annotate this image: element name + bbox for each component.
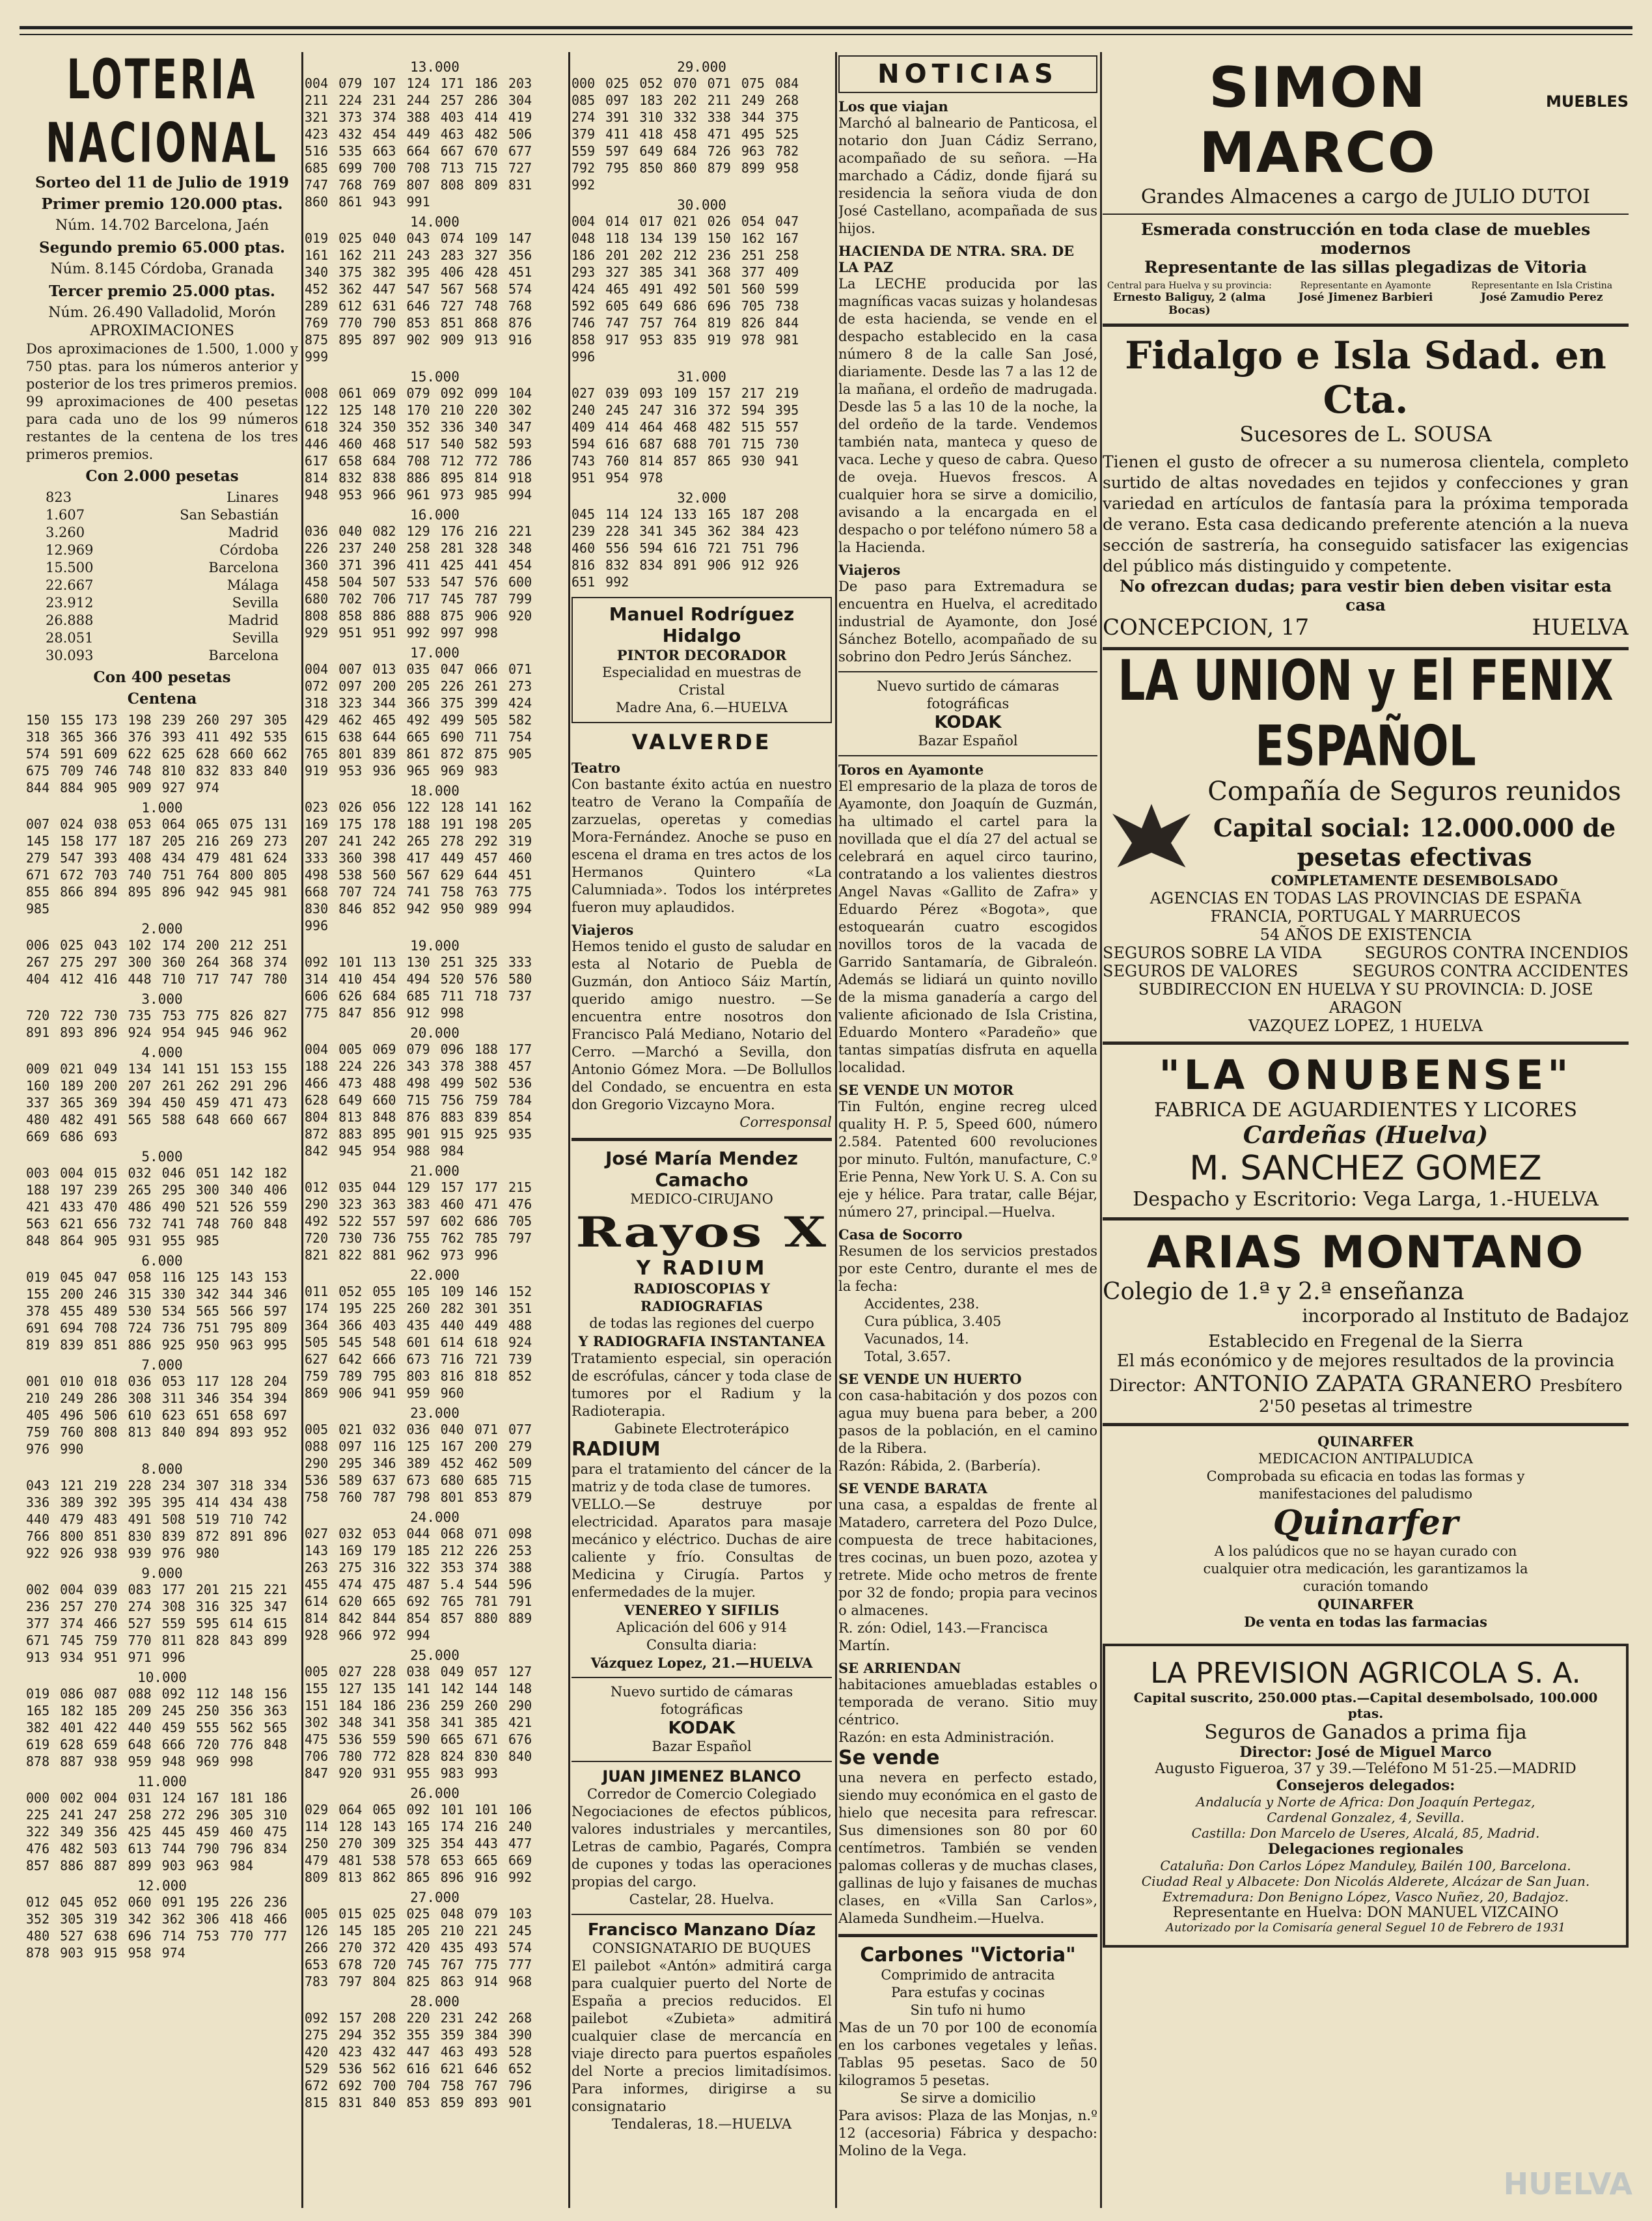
ad-line: Y RADIOGRAFIA INSTANTANEA <box>578 1333 825 1349</box>
onubense-name: M. SANCHEZ GOMEZ <box>1189 1149 1542 1188</box>
prize-number: 30.093 <box>46 648 94 663</box>
prevision-address: Augusto Figueroa, 37 y 39.—Teléfono M 51-25.—MADRID <box>1155 1761 1576 1777</box>
ad-line: de todas las regiones del cuerpo <box>589 1316 814 1331</box>
thousand-heading: 25.000 <box>410 1648 460 1663</box>
number-list: 007 024 038 053 064 065 075 131 145 158 177 187 205 216 269 273 279 547 393 408 434 479 481 624 671 672 703 740 751 764 800 805 855 866 894 895 896 942 945 981 985 <box>26 816 288 917</box>
fidalgo-address-row <box>1103 614 1629 641</box>
column-divider <box>1100 52 1102 2208</box>
first-prize: Primer premio 120.000 ptas. <box>41 195 283 213</box>
ads-column-left <box>571 55 832 2133</box>
prevision-sub: Seguros de Ganados a prima fija <box>1204 1721 1527 1744</box>
ad-text: VELLO.—Se destruye por electricidad. Aparatos para masaje mecánico y eléctrico. Duchas de aire caliente y frío. Consultas de Medicina y Cirugía. Partos y enfermedades de la mujer. <box>571 1497 832 1600</box>
simon-sub: Grandes Almacenes a cargo de JULIO DUTOI <box>1140 186 1591 208</box>
thousand-heading: 20.000 <box>410 1025 460 1041</box>
number-list: 012 035 044 129 157 177 215 290 323 363 383 460 471 476 492 522 557 597 602 686 705 720 730 736 755 762 785 797 821 822 881 962 973 996 <box>305 1179 532 1263</box>
number-list: 012 045 052 060 091 195 226 236 352 305 319 342 362 306 418 466 480 527 638 696 714 753 770 777 878 903 915 958 974 <box>26 1894 288 1961</box>
onubense-place: Cardeñas (Huelva) <box>1243 1122 1489 1149</box>
rep-name: José Jimenez Barbieri <box>1298 291 1433 304</box>
number-list: 011 052 055 105 109 146 152 174 195 225 260 282 301 351 364 366 403 435 440 449 488 505 545 548 601 614 618 924 627 642 666 673 716 721 739 759 789 795 803 816 818 852 869 906 941 959 960 <box>305 1284 532 1401</box>
ad-address: Razón: Rábida, 2. (Barbería). <box>838 1458 1041 1474</box>
quinarfer-head: QUINARFER <box>1317 1433 1414 1450</box>
number-list: 004 014 017 021 026 054 047 048 118 134 139 150 162 167 186 201 202 212 236 251 258 293 327 385 341 368 377 409 424 465 491 492 501 560 599 592 605 649 686 696 705 738 746 747 757 764 819 826 844 858 917 953 835 919 978 981 996 <box>571 214 799 365</box>
table-row <box>26 629 298 647</box>
table-row <box>26 647 298 665</box>
column-divider <box>568 52 570 2208</box>
number-list: 009 021 049 134 141 151 153 155 160 189 200 207 261 262 291 296 337 365 369 394 450 459 471 473 480 482 491 565 588 648 660 667 669 686 693 <box>26 1061 288 1144</box>
number-list: 045 114 124 133 165 187 208 239 228 341 345 362 384 423 460 556 594 616 721 751 796 816 832 834 891 906 912 926 651 992 <box>571 506 799 590</box>
consignee-name: Francisco Manzano Díaz <box>587 1920 816 1940</box>
rep-name: Ernesto Baliguy, 2 (alma Bocas) <box>1112 291 1266 317</box>
prize-city: Barcelona <box>208 648 279 663</box>
divider <box>571 1677 832 1678</box>
divider <box>838 755 1097 756</box>
section-title: SE VENDE UN MOTOR <box>838 1082 1014 1098</box>
thousand-heading: 5.000 <box>141 1149 183 1165</box>
thousand-heading: 1.000 <box>141 800 183 816</box>
ad-name: Manuel Rodríguez Hidalgo <box>609 603 795 646</box>
onubense-address: Despacho y Escritorio: Vega Larga, 1.-HUELVA <box>1133 1188 1599 1211</box>
third-prize: Tercer premio 25.000 ptas. <box>49 283 275 300</box>
thousand-heading: 13.000 <box>410 59 460 75</box>
ad-address: R. zón: Odiel, 143.—Francisca Martín. <box>838 1620 1048 1653</box>
section-title: SE VENDE BARATA <box>838 1480 987 1497</box>
number-list: 008 061 069 079 092 099 104 122 125 148 170 210 220 302 618 324 350 352 336 340 347 446 460 468 517 540 582 593 617 658 684 708 712 772 786 814 832 838 886 895 814 918 948 953 966 961 973 985 994 <box>305 385 532 503</box>
ad-address: Castelar, 28. Huelva. <box>629 1892 775 1907</box>
number-list: 019 045 047 058 116 125 143 153 155 200 246 315 330 342 344 346 378 455 489 530 534 565 566 597 691 694 708 724 736 751 795 809 819 839 851 886 925 950 963 995 <box>26 1269 288 1353</box>
prevision-line: Ciudad Real y Albacete: Don Nicolás Alderete, Alcázar de San Juan. <box>1141 1873 1590 1889</box>
prevision-capital: Capital suscrito, 250.000 ptas.—Capital desembolsado, 100.000 ptas. <box>1133 1690 1598 1721</box>
article-text: una nevera en perfecto estado, siendo muy económica en el gasto de hielo que necesita para refrescar. Sus dimensiones son 80 por 60 centímetros. También se venden palomas colleras y de muchas clases, gallinas de lujo y faisanes de muchas clases, en «Villa San Carlos», Alameda Sundheim.—Huelva. <box>838 1770 1097 1926</box>
union-line: FRANCIA, PORTUGAL Y MARRUECOS <box>1210 907 1521 926</box>
thousand-heading: 6.000 <box>141 1253 183 1269</box>
ad-text: para el tratamiento del cáncer de la matriz y de toda clase de tumores. <box>571 1461 832 1495</box>
number-list: 006 025 043 102 174 200 212 251 267 275 297 300 360 264 368 374 404 412 416 448 710 717 747 780 <box>26 937 288 987</box>
kodak-line: Nuevo surtido de cámaras fotográficas <box>610 1684 793 1717</box>
thousand-heading: 7.000 <box>141 1357 183 1373</box>
lottery-column <box>26 55 298 1961</box>
number-blocks <box>26 800 298 1961</box>
ad-address: Madre Ana, 6.—HUELVA <box>616 700 788 715</box>
third-prize-detail: Núm. 26.490 Valladolid, Morón <box>48 305 276 321</box>
ad-line: Gabinete Electroterápico <box>614 1421 790 1437</box>
onubense-title: "LA ONUBENSE" <box>1159 1051 1573 1099</box>
prize-city: Madrid <box>228 525 279 540</box>
thousand-heading: 17.000 <box>410 645 460 661</box>
con-2000-heading: Con 2.000 pesetas <box>85 467 239 485</box>
list-item: Accidentes, 238. <box>864 1296 980 1312</box>
thousand-heading: 31.000 <box>677 369 726 385</box>
union-des: COMPLETAMENTE DESEMBOLSADO <box>1271 872 1558 889</box>
arias-desc: El más económico y de mejores resultados de la provincia <box>1116 1351 1615 1371</box>
divider <box>1103 1423 1629 1426</box>
number-list: 036 040 082 129 176 216 221 226 237 240 258 281 328 348 360 371 396 411 425 441 454 458 504 507 533 547 576 600 680 702 706 717 745 787 799 808 858 886 888 875 906 920 929 951 951 992 997 998 <box>305 523 532 641</box>
correspondent: Corresponsal <box>739 1114 832 1130</box>
ad-line: Aplicación del 606 y 914 <box>616 1620 788 1635</box>
prevision-line: Extremadura: Don Benigno López, Vasco Nuñez, 20, Badajoz. <box>1162 1889 1569 1905</box>
ad-line: Especialidad en muestras de Cristal <box>601 665 802 698</box>
divider <box>1103 1042 1629 1045</box>
thousand-heading: 2.000 <box>141 921 183 937</box>
second-prize: Segundo premio 65.000 ptas. <box>38 239 286 256</box>
thousand-heading: 15.000 <box>410 369 460 385</box>
article-text: Con bastante éxito actúa en nuestro teatro de Verano la Compañía de zarzuelas, operetas y comedias Mora-Fernández. Anoche se puso en escena el drama en tres actos de los Hermanos Quintero «La Calumniada». Todos los intérpretes fueron muy aplaudidos. <box>571 777 832 915</box>
aprox-text: 99 aproximaciones de 400 pesetas para cada uno de los 99 números restantes de la centena de los tres primeros premios. <box>26 394 298 462</box>
ad-text: Mas de un 70 por 100 de economía en los carbones vegetales y leñas. Tablas 95 pesetas. Saco de 50 kilogramos 5 pesetas. <box>838 2020 1097 2088</box>
prize-city: Barcelona <box>208 560 279 575</box>
prize-number: 823 <box>46 490 72 505</box>
fidalgo-city: HUELVA <box>1532 614 1629 641</box>
union-title: LA UNION y El FENIX ESPAÑOL <box>1118 648 1614 779</box>
ad-address: Tendaleras, 18.—HUELVA <box>611 2116 792 2132</box>
thousand-heading: 23.000 <box>410 1405 460 1421</box>
arias-price: 2'50 pesetas al trimestre <box>1258 1397 1473 1416</box>
fidalgo-ad <box>1103 333 1629 641</box>
fidalgo-title: Fidalgo e Isla Sdad. en Cta. <box>1125 333 1606 422</box>
lottery-date: Sorteo del 11 de Julio de 1919 <box>34 174 290 191</box>
number-list: 004 079 107 124 171 186 203 211 224 231 244 257 286 304 321 373 374 388 403 414 419 423 432 454 449 463 482 506 516 535 663 664 667 670 677 685 699 700 708 713 715 727 747 768 769 807 808 809 831 860 861 943 991 <box>305 76 532 210</box>
number-list: 029 064 065 092 101 101 106 114 128 143 165 174 216 240 250 270 309 325 354 443 477 479 481 538 578 653 665 669 809 813 862 865 896 916 992 <box>305 1802 532 1885</box>
table-row <box>26 559 298 577</box>
section-title: Casa de Socorro <box>838 1226 963 1243</box>
union-line: SEGUROS CONTRA INCENDIOS <box>1364 944 1629 962</box>
quinarfer-title: Quinarfer <box>1273 1503 1459 1543</box>
thousand-heading: 22.000 <box>410 1267 460 1283</box>
thousand-heading: 28.000 <box>410 1994 460 2009</box>
onubense-ad <box>1103 1051 1629 1211</box>
aprox-text: Dos aproximaciones de 1.500, 1.000 y 750 ptas. para los números anterior y posterior de los tres primeros premios. <box>26 341 298 392</box>
arias-inc: incorporado al Instituto de Badajoz <box>1302 1305 1629 1327</box>
number-list: 000 025 052 070 071 075 084 085 097 183 202 211 249 268 274 391 310 332 338 344 375 379 411 418 458 471 495 525 559 597 649 684 726 963 782 792 795 850 860 879 899 958 992 <box>571 76 799 193</box>
section-title: Los que viajan <box>838 98 948 115</box>
ad-text: El pailebot «Antón» admitirá carga para cualquier puerto del Norte de España a precios reducidos. El pailebot «Zubieta» admitirá cualquier clase de mercancía en viaje directo para puertos españoles del Norte a precios limitadísimos. Para informes, dirigirse a su consignatario <box>571 1958 832 2114</box>
divider <box>838 671 1097 672</box>
arias-director: ANTONIO ZAPATA GRANERO <box>1194 1371 1532 1397</box>
ad-line: RADIOSCOPIAS Y RADIOGRAFIAS <box>633 1280 770 1314</box>
top-rule <box>20 26 1632 29</box>
number-list: 092 157 208 220 231 242 268 275 294 352 355 359 384 390 420 423 432 447 463 493 528 529 536 562 616 621 646 652 672 692 700 704 758 767 796 815 831 840 853 859 893 901 <box>305 2010 532 2110</box>
rep-heading: Representante en Isla Cristina <box>1471 281 1613 291</box>
article-text: habitaciones amuebladas estables o temporada de verano. Sitio muy céntrico. <box>838 1677 1097 1728</box>
kodak-brand: KODAK <box>668 1718 736 1738</box>
union-line: VAZQUEZ LOPEZ, 1 HUELVA <box>1248 1017 1483 1035</box>
quinarfer-brand: QUINARFER <box>1317 1596 1414 1612</box>
quinarfer-text: A los palúdicos que no se hayan curado con cualquier otra medicación, les garantizamos la curación tomando <box>1203 1543 1528 1594</box>
prize-number: 3.260 <box>46 525 85 540</box>
rep-heading: Representante en Ayamonte <box>1300 281 1431 291</box>
number-list: 150 155 173 198 239 260 297 305 318 365 366 376 393 411 492 535 574 591 609 622 625 628 660 662 675 709 746 748 810 832 833 840 844 884 905 909 927 974 <box>26 712 288 795</box>
union-line: SEGUROS CONTRA ACCIDENTES <box>1352 962 1629 980</box>
con-400-heading: Con 400 pesetas <box>93 669 231 686</box>
ad-line: Se sirve a domicilio <box>900 2090 1036 2106</box>
ad-address: Razón: en esta Administración. <box>838 1730 1054 1745</box>
centena-heading: Centena <box>127 690 197 708</box>
table-row <box>26 489 298 506</box>
rayos-x-title: Rayos X <box>575 1208 828 1257</box>
number-list: 004 005 069 079 096 188 177 188 224 226 343 378 388 457 466 473 488 498 499 502 536 628 649 660 715 756 759 784 804 813 848 876 883 839 854 872 883 895 901 915 925 935 842 945 954 988 984 <box>305 1042 532 1159</box>
prevision-line: Cataluña: Don Carlos López Manduley, Bailén 100, Barcelona. <box>1160 1858 1571 1873</box>
ad-role: PINTOR DECORADOR <box>616 647 787 663</box>
rep-heading: Central para Huelva y su provincia: <box>1107 281 1272 291</box>
thousand-heading: 26.000 <box>410 1786 460 1801</box>
list-item: Vacunados, 14. <box>864 1331 969 1347</box>
ad-line: Para estufas y cocinas <box>890 1985 1045 2000</box>
article-text: Marchó al balneario de Panticosa, el notario don Juan Cádiz Serrano, acompañado de su señora. —Ha marchado a Cádiz, donde fijará su residencia la señora viuda de don José Castellano, acompañada de sus hijos. <box>838 115 1097 236</box>
prize-number: 26.888 <box>46 613 94 628</box>
doctor-name: José María Mendez Camacho <box>605 1148 798 1191</box>
union-line: AGENCIAS EN TODAS LAS PROVINCIAS DE ESPAÑA <box>1150 889 1582 907</box>
article-text: Resumen de los servicios prestados por este Centro, durante el mes de la fecha: <box>838 1243 1097 1294</box>
ad-line: Consulta diaria: <box>646 1637 757 1653</box>
simon-marco-ad <box>1103 55 1629 317</box>
thousand-heading: 24.000 <box>410 1510 460 1525</box>
union-line: SEGUROS DE VALORES <box>1103 962 1299 980</box>
prevision-line: Andalucía y Norte de Africa: Don Joaquín Pertegaz, <box>1196 1794 1535 1810</box>
quinarfer-ad <box>1103 1433 1629 1631</box>
table-row <box>26 506 298 524</box>
thousand-heading: 3.000 <box>141 991 183 1007</box>
number-list: 003 004 015 032 046 051 142 182 188 197 239 265 295 300 340 406 421 433 470 486 490 521 526 559 563 621 656 732 741 748 760 848 848 864 905 931 955 985 <box>26 1165 288 1248</box>
ad-text: Negociaciones de efectos públicos, valores industriales y mercantiles, Letras de cambio, Pagarés, Compra de cupones y todas las operaciones propias del cargo. <box>571 1804 832 1890</box>
divider <box>1103 214 1629 215</box>
article-text: Hemos tenido el gusto de saludar en esta al Notario de Puebla de Guzmán, don Antioco Sáiz Martín, querido amigo nuestro. —Se encuentra entre nosotros don Francisco Palá Mediano, Notario del Cerro. —Marchó a Sevilla, don Antonio Gómez Mora. —De Bollullos del Condado, se encuentra en esta don Gregorio Vizcayno Mora. <box>571 939 832 1112</box>
quinarfer-text: Comprobada su eficacia en todas las formas y manifestaciones del paludismo <box>1206 1469 1525 1502</box>
union-line: 54 AÑOS DE EXISTENCIA <box>1260 926 1472 944</box>
prevision-director: Director: José de Miguel Marco <box>1239 1744 1492 1761</box>
list-item: Cura pública, 3.405 <box>864 1314 1002 1329</box>
divider <box>571 1761 832 1762</box>
number-list: 019 025 040 043 074 109 147 161 162 211 243 283 327 356 340 375 382 395 406 428 451 452 362 447 547 567 568 574 289 612 631 646 727 748 768 769 770 790 853 851 868 876 875 895 897 902 909 913 916 999 <box>305 230 532 365</box>
section-title: Viajeros <box>571 922 634 938</box>
arias-sub: Colegio de 1.ª y 2.ª enseñanza <box>1103 1278 1465 1305</box>
number-list: 005 021 032 036 040 071 077 088 097 116 125 167 200 279 290 295 346 389 452 462 509 536 589 637 673 680 685 715 758 760 787 798 801 853 879 <box>305 1422 532 1505</box>
first-prize-detail: Núm. 14.702 Barcelona, Jaén <box>55 217 269 234</box>
arias-dir-role: Presbítero <box>1539 1377 1623 1395</box>
prevision-ad <box>1103 1644 1629 1948</box>
quinarfer-sale: De venta en todas las farmacias <box>1244 1614 1487 1630</box>
union-fenix-ad <box>1103 648 1629 1035</box>
prevision-rep: Representante en Huelva: DON MANUEL VIZCAINO <box>1172 1905 1559 1921</box>
article-text: Tin Fultón, engine recreg ulced quality H. P. 5, Speed 600, número 2.584. Patented 600 revoluciones por minuto. Fultón, manufacture, C.º Erie Penna, New York U. S. A. Con su eje y hélice. Para tratar, calle Béjar, número 27, principal.—Huelva. <box>838 1099 1097 1220</box>
arias-est: Establecido en Fregenal de la Sierra <box>1208 1332 1523 1351</box>
number-list: 019 086 087 088 092 112 148 156 165 182 185 209 245 250 356 363 382 401 422 440 459 555 562 565 619 628 659 648 666 720 776 848 878 887 938 959 948 969 998 <box>26 1686 288 1769</box>
prevision-line: Castilla: Don Marcelo de Useres, Alcalá, 85, Madrid. <box>1191 1825 1540 1841</box>
union-capital: Capital social: 12.000.000 de pesetas efectivas <box>1213 813 1616 872</box>
ads-column-right <box>1103 55 1629 1954</box>
article-text: con casa-habitación y dos pozos con agua muy buena para beber, a 200 pasos de la población, en el camino de la Ribera. <box>838 1388 1097 1456</box>
fidalgo-sub: Sucesores de L. SOUSA <box>1239 422 1492 447</box>
section-title: Teatro <box>571 760 620 776</box>
article-text: La LECHE producida por las magníficas vacas suizas y holandesas de esta hacienda, se vende en el despacho establecido en la casa número 8 de la calle San José, diariamente. Desde las 7 a las 12 de la mañana, el ordeño de madrugada. Desde las 5 a las 10 de la noche, la del ordeño de la tarde. Vendemos también nata, manteca y queso de vaca. Leche y queso de cabra. Queso de oveja. Huevos frescos. A cualquier hora se sirve a domicilio, avisando a la encargada en el despacho o por teléfono número 58 a la Hacienda. <box>838 276 1097 555</box>
section-title: SE VENDE UN HUERTO <box>838 1371 1022 1387</box>
list-item: Total, 3.657. <box>864 1349 951 1364</box>
doctor-role: MEDICO-CIRUJANO <box>630 1191 773 1207</box>
ad-line: VENEREO Y SIFILIS <box>624 1602 780 1618</box>
divider <box>1103 324 1629 327</box>
thousand-heading: 16.000 <box>410 507 460 523</box>
prize-city: Sevilla <box>232 595 279 611</box>
prize-number: 1.607 <box>46 507 85 523</box>
fidalgo-cta: No ofrezcan dudas; para vestir bien deben visitar esta casa <box>1119 577 1612 614</box>
number-list: 043 121 219 228 234 307 318 334 336 389 392 395 395 414 434 438 440 479 483 491 508 519 710 742 766 800 851 830 839 872 891 896 922 926 938 939 976 980 <box>26 1478 288 1561</box>
number-list: 027 032 053 044 068 071 098 143 169 179 185 212 226 253 263 275 316 322 353 374 388 455 474 475 487 5.4 544 596 614 620 665 692 765 781 791 814 842 844 854 857 880 889 928 966 972 994 <box>305 1526 532 1643</box>
number-list: 004 007 013 035 047 066 071 072 097 200 205 226 261 273 318 323 344 366 375 399 424 429 462 465 492 499 505 582 615 638 644 665 690 711 754 765 801 839 861 872 875 905 919 953 936 965 969 983 <box>305 661 532 779</box>
simon-text: Representante de las sillas plegadizas de Vitoria <box>1144 258 1587 277</box>
prize-city: Linares <box>227 490 279 505</box>
valverde-title: VALVERDE <box>631 730 772 754</box>
fidalgo-address: CONCEPCION, 17 <box>1103 614 1310 641</box>
number-list: 001 010 018 036 053 117 128 204 210 249 286 308 311 346 354 394 405 496 506 610 623 651 658 697 759 760 808 813 840 894 893 952 976 990 <box>26 1373 288 1457</box>
top-rule-thin <box>20 34 1632 35</box>
archive-watermark: HUELVA <box>1503 2166 1632 2201</box>
prize-city: Sevilla <box>232 630 279 646</box>
prize-city: Málaga <box>227 577 279 593</box>
divider <box>571 1914 832 1915</box>
article-text: De paso para Extremadura se encuentra en Huelva, el acreditado industrial de Ayamonte, don José Sánchez Botello, acompañado de su sobrino don Pedro Jerús Sánchez. <box>838 579 1097 665</box>
second-prize-detail: Núm. 8.145 Córdoba, Granada <box>50 261 274 277</box>
simon-title: SIMON MARCO <box>1199 55 1437 186</box>
prize-number: 12.969 <box>46 542 94 558</box>
arias-dir-label: Director: <box>1108 1376 1187 1396</box>
phoenix-icon <box>1103 784 1200 882</box>
thousand-heading: 18.000 <box>410 783 460 799</box>
divider <box>1103 1217 1629 1221</box>
section-title: HACIENDA DE NTRA. SRA. DE LA PAZ <box>838 243 1075 275</box>
prevision-cons: Consejeros delegados: <box>1276 1777 1455 1794</box>
number-list: 023 026 056 122 128 141 162 169 175 178 188 191 198 205 207 241 242 265 278 292 319 333 360 398 417 449 457 460 498 538 560 567 629 644 451 668 707 724 741 758 763 775 830 846 852 942 950 989 994 996 <box>305 799 532 933</box>
fidalgo-text: Tienen el gusto de ofrecer a su numerosa clientela, completo surtido de altas novedades en tejidos y confecciones y gran variedad en artículos de fantasía para la próxima temporada de verano. Esta casa dedicando preferente atención a la nueva sección de sastrería, ha conseguido satisfacer las exigencias del público más distinguido y competente. <box>1103 452 1629 575</box>
rep-name: José Zamudio Perez <box>1480 291 1603 304</box>
kodak-brand: KODAK <box>934 713 1002 732</box>
table-row <box>26 612 298 629</box>
table-row <box>26 594 298 612</box>
lottery-title: LOTERIA NACIONAL <box>46 55 279 176</box>
simon-text: Esmerada construcción en toda clase de muebles modernos <box>1140 220 1591 258</box>
broker-role: Corredor de Comercio Colegiado <box>586 1786 817 1802</box>
thousand-heading: 11.000 <box>137 1774 187 1789</box>
kodak-place: Bazar Español <box>652 1739 752 1754</box>
thousand-heading: 9.000 <box>141 1566 183 1581</box>
radium-title: RADIUM <box>571 1438 661 1461</box>
union-sub: Compañía de Seguros reunidos <box>1207 777 1621 807</box>
prize-number: 15.500 <box>46 560 94 575</box>
broker-name: JUAN JIMENEZ BLANCO <box>602 1767 801 1786</box>
prize-number: 22.667 <box>46 577 94 593</box>
thousand-heading: 10.000 <box>137 1670 187 1685</box>
prize-city: Córdoba <box>219 542 279 558</box>
prevision-auth: Autorizado por la Comisaría general Seguel 10 de Febrero de 1931 <box>1165 1921 1566 1935</box>
simon-reps <box>1103 281 1629 317</box>
thousand-heading: 32.000 <box>677 490 726 506</box>
ad-address: Vázquez Lopez, 21.—HUELVA <box>590 1655 813 1671</box>
thousand-heading: 27.000 <box>410 1890 460 1905</box>
thousand-heading: 4.000 <box>141 1045 183 1060</box>
prevision-deleg: Delegaciones regionales <box>1267 1841 1464 1858</box>
lottery-numbers-column <box>305 55 565 2111</box>
divider <box>571 1138 832 1141</box>
thousand-heading: 8.000 <box>141 1461 183 1477</box>
arias-title: ARIAS MONTANO <box>1146 1227 1585 1278</box>
ad-text: Para avisos: Plaza de las Monjas, n.º 12 (accesoria) Fábrica y despacho: Molino de la Vega. <box>838 2108 1097 2159</box>
news-title: NOTICIAS <box>838 55 1097 93</box>
number-list: 092 101 113 130 251 325 333 314 410 454 494 520 576 580 606 626 684 685 711 718 737 775 847 856 912 998 <box>305 954 532 1021</box>
prize-number: 28.051 <box>46 630 94 646</box>
article-text: una casa, a espaldas de frente al Matadero, carretera del Pozo Dulce, compuesta de trece habitaciones, tres cocinas, un buen pozo, azotea y retrete. Mide ocho metros de frente por 32 de fondo; propia para vecinos o almacenes. <box>838 1497 1097 1618</box>
kodak-place: Bazar Español <box>918 733 1018 749</box>
number-list: 000 002 004 031 124 167 181 186 225 241 247 258 272 296 305 310 322 349 356 425 445 459 460 475 476 482 503 613 744 790 796 834 857 886 887 899 903 963 984 <box>26 1790 288 1873</box>
thousand-heading: 14.000 <box>410 214 460 230</box>
divider <box>838 1934 1097 1937</box>
prize-number: 23.912 <box>46 595 94 611</box>
section-title: SE ARRIENDAN <box>838 1660 961 1676</box>
prize-city: San Sebastián <box>180 507 279 523</box>
simon-side: MUEBLES <box>1545 92 1629 111</box>
article-text: El empresario de la plaza de toros de Ayamonte, don Joaquín de Guzmán, ha ultimado el cartel para la novillada que el día 27 del actual se celebrará en aquel circo taurino, contratando a los valientes diestros Angel Navas «Gallito de Zafra» y Eduardo Pérez «Bogota», que estoquearán cuatro escogidos novillos toros de la vacada de Garrido Santamaría, de Gibraleón. Además se lidiará un quinto novillo de la misma ganadería a cargo del valiente aficionado de Isla Cristina, Eduardo Montero «Paradeño» que tantas simpatías disfruta en aquella localidad. <box>838 779 1097 1075</box>
number-list: 005 027 228 038 049 057 127 155 127 135 141 142 144 148 151 184 186 236 259 260 290 302 348 341 358 341 385 421 475 536 559 590 665 671 676 706 780 772 828 824 830 840 847 920 931 955 983 993 <box>305 1664 532 1781</box>
section-title: Se vende <box>838 1746 940 1769</box>
thousand-heading: 12.000 <box>137 1878 187 1894</box>
thousand-heading: 19.000 <box>410 938 460 954</box>
column-divider <box>835 52 837 2208</box>
union-line: SEGUROS SOBRE LA VIDA <box>1103 944 1322 962</box>
news-column <box>838 55 1097 2160</box>
column-divider <box>301 52 303 2208</box>
consignee-role: CONSIGNATARIO DE BUQUES <box>592 1940 812 1956</box>
quinarfer-med: MEDICACION ANTIPALUDICA <box>1258 1451 1473 1467</box>
prevision-title: LA PREVISION AGRICOLA S. A. <box>1150 1657 1581 1690</box>
aprox-title: APROXIMACIONES <box>90 323 234 339</box>
union-line: SUBDIRECCION EN HUELVA Y SU PROVINCIA: D. JOSE ARAGON <box>1138 980 1593 1017</box>
thousand-heading: 29.000 <box>677 59 726 75</box>
prevision-line: Cardenal Gonzalez, 4, Sevilla. <box>1267 1810 1465 1825</box>
number-list: 027 039 093 109 157 217 219 240 245 247 316 372 594 395 409 414 464 468 482 515 557 594 616 687 688 701 715 730 743 760 814 857 865 930 941 951 954 978 <box>571 385 799 486</box>
onubense-sub: FABRICA DE AGUARDIENTES Y LICORES <box>1154 1099 1577 1122</box>
number-list: 002 004 039 083 177 201 215 221 236 257 270 274 308 316 325 347 377 374 466 527 559 595 614 615 671 745 759 770 811 828 843 899 913 934 951 971 996 <box>26 1582 288 1665</box>
section-title: Toros en Ayamonte <box>838 762 984 778</box>
table-row <box>26 542 298 559</box>
prize-2000-table <box>26 489 298 665</box>
painter-ad <box>571 597 832 723</box>
arias-montano-ad <box>1103 1227 1629 1416</box>
number-list: 005 015 025 025 048 079 103 126 145 185 205 210 221 245 266 270 372 420 435 493 574 653 678 720 745 767 775 777 783 797 804 825 863 914 968 <box>305 1906 532 1989</box>
section-title: Viajeros <box>838 562 901 578</box>
carbones-title: Carbones "Victoria" <box>860 1944 1076 1966</box>
radium-subtitle: Y RADIUM <box>636 1257 767 1280</box>
thousand-heading: 30.000 <box>677 197 726 213</box>
thousand-heading: 21.000 <box>410 1163 460 1179</box>
table-row <box>26 524 298 542</box>
table-row <box>26 577 298 594</box>
ad-line: Sin tufo ni humo <box>910 2002 1026 2018</box>
number-list: 720 722 730 735 753 775 826 827 891 893 896 924 954 945 946 962 <box>26 1008 288 1040</box>
kodak-line: Nuevo surtido de cámaras fotográficas <box>876 678 1060 711</box>
ad-line: Comprimido de antracita <box>881 1967 1055 1983</box>
prize-city: Madrid <box>228 613 279 628</box>
ad-text: Tratamiento especial, sin operación de escrófulas, cáncer y toda clase de tumores por el Radium y la Radioterapia. <box>571 1351 832 1419</box>
